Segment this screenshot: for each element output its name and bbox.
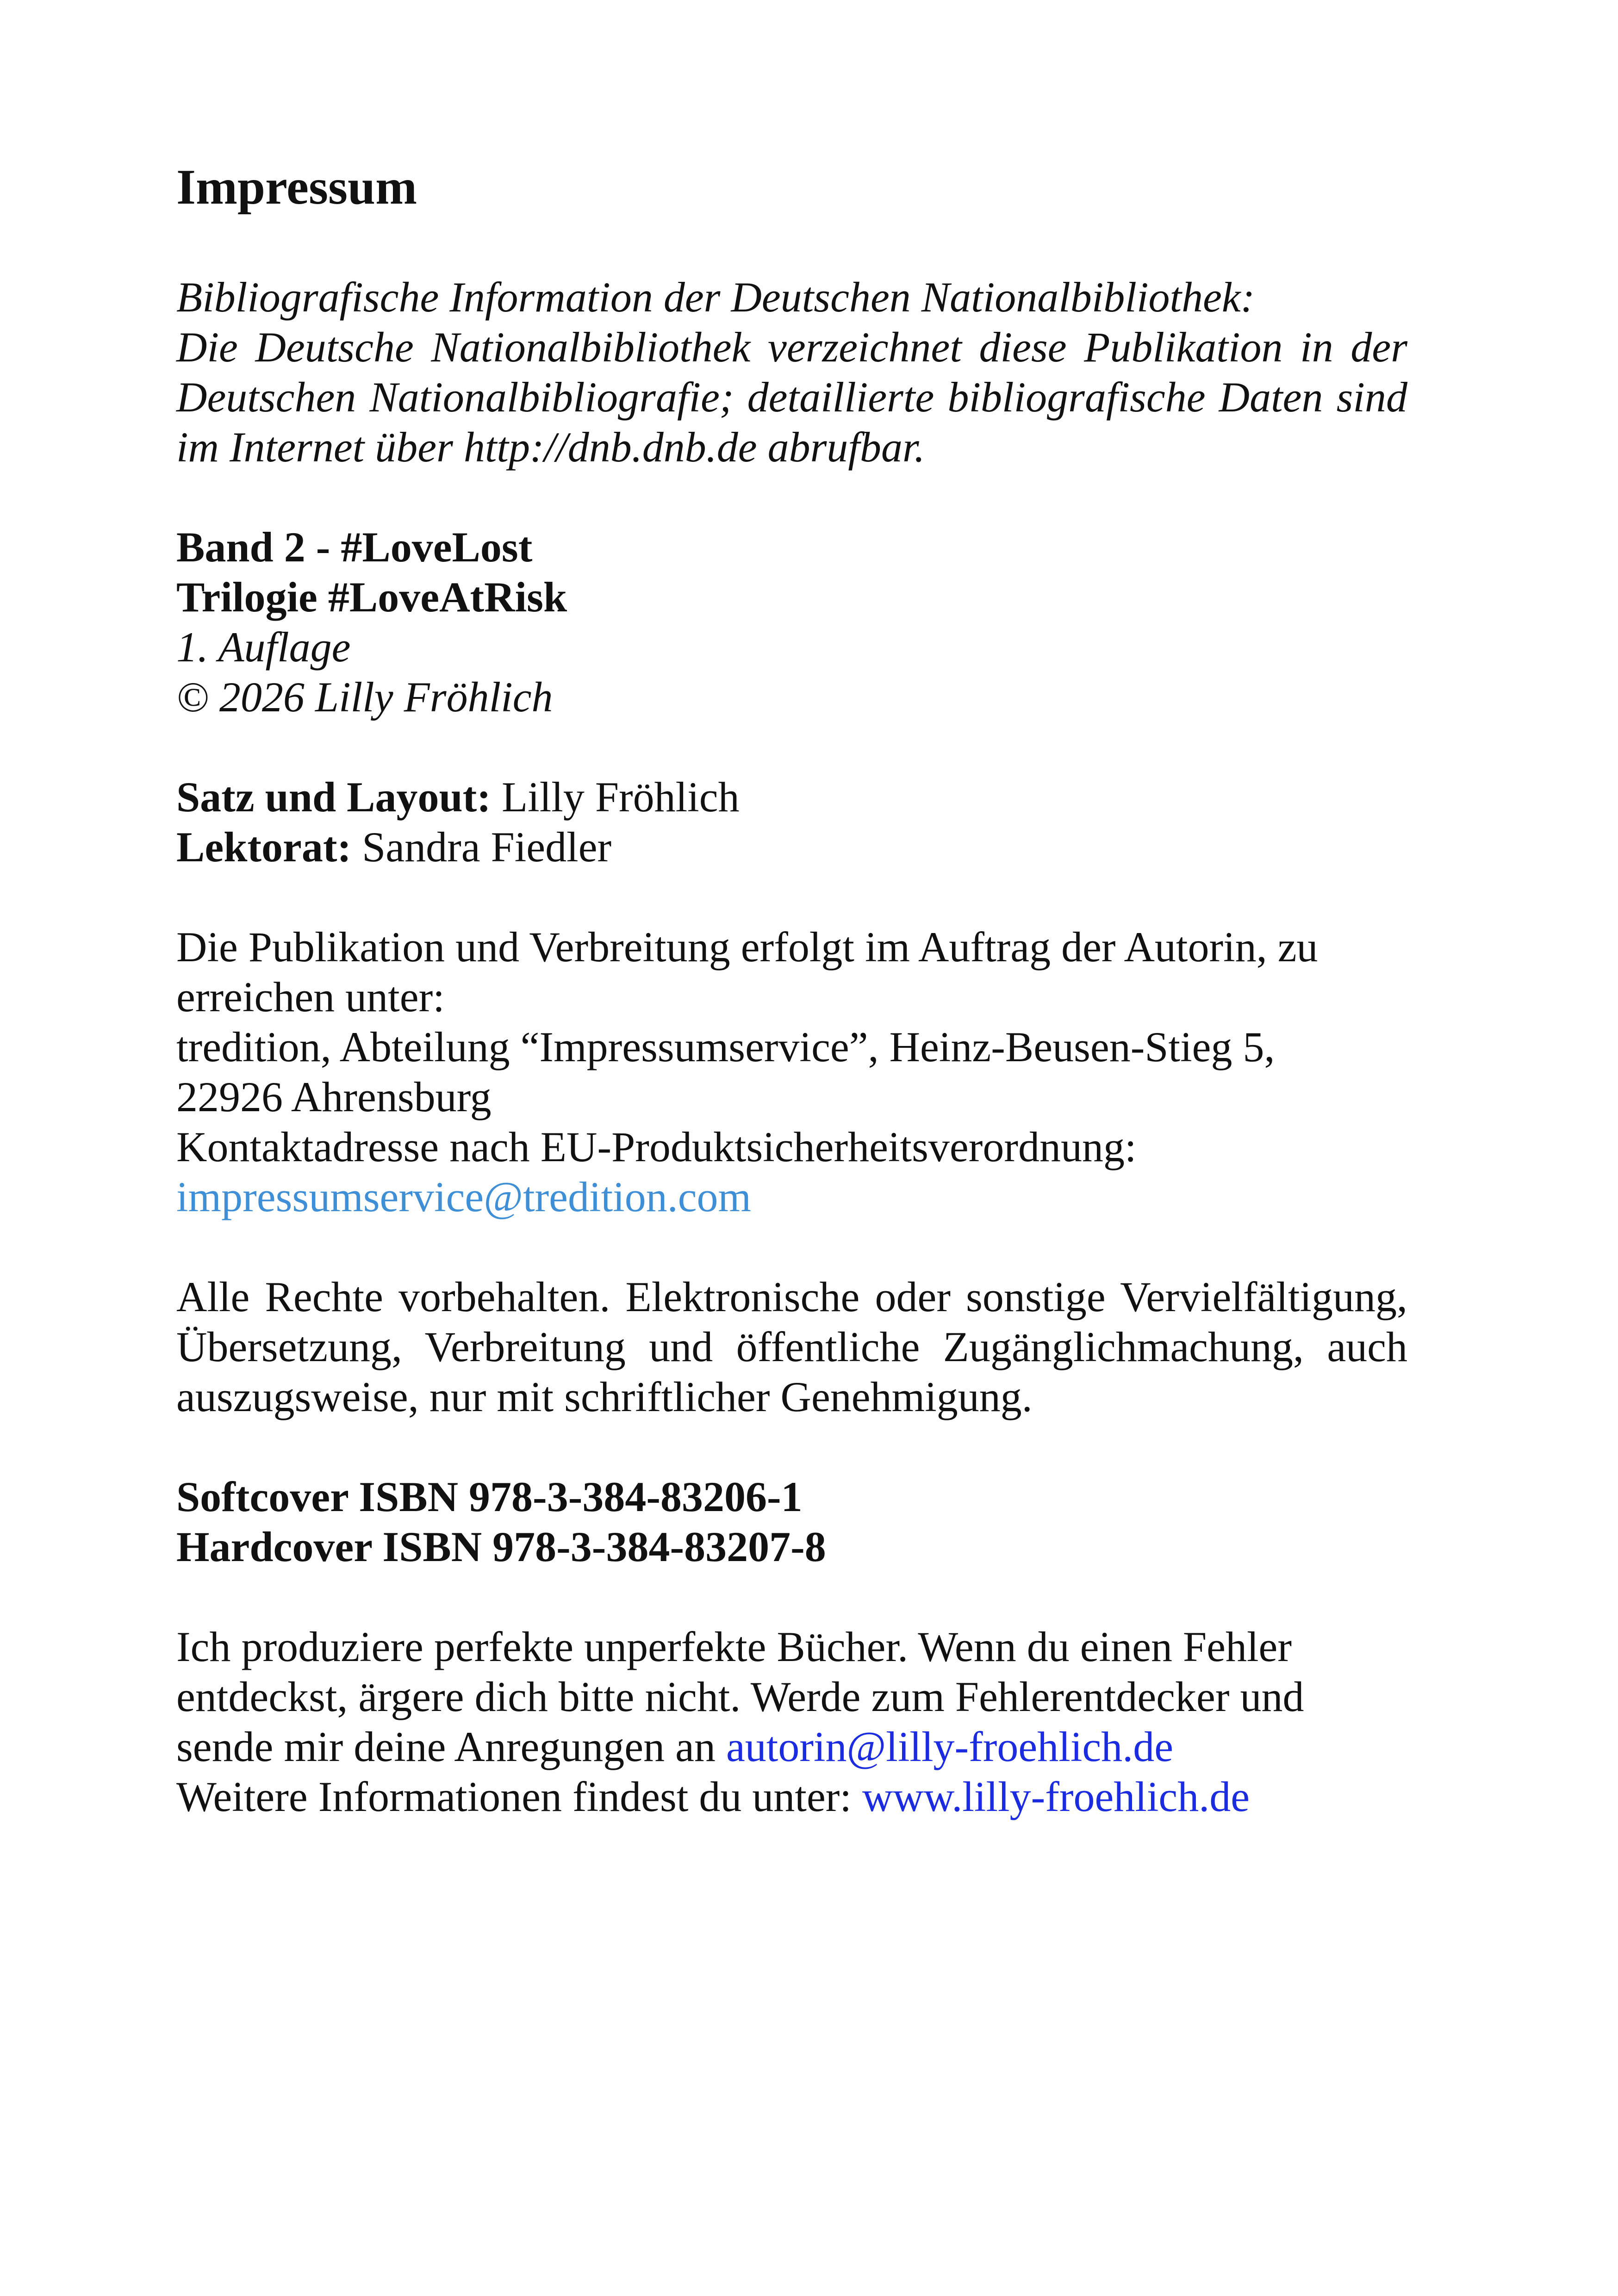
- softcover-isbn: Softcover ISBN 978-3-384-83206-1: [176, 1473, 803, 1520]
- feedback-text: Ich produziere perfekte unperfekte Bücher. Wenn du einen Fehler entdeckst, ärgere dich bitte nicht. Werde zum Fehlerentdecker und sende mir deine Anregungen an: [176, 1623, 1304, 1770]
- editor-value: Sandra Fiedler: [351, 823, 612, 871]
- hardcover-isbn: Hardcover ISBN 978-3-384-83207-8: [176, 1523, 826, 1570]
- isbn-info: [176, 1472, 1407, 1572]
- publication-info: [176, 922, 1407, 1222]
- rights-text: Alle Rechte vorbehalten. Elektronische oder sonstige Vervielfältigung, Übersetzung, Verbreitung und öffentliche Zugänglichmachung, auch auszugsweise, nur mit schriftlicher Genehmigung.: [176, 1273, 1407, 1420]
- copyright: © 2026 Lilly Fröhlich: [176, 673, 553, 721]
- editor-credit: [176, 822, 1407, 872]
- impressum-page: [176, 157, 1407, 1872]
- bibliographic-information: [176, 272, 1407, 472]
- biblio-title: Bibliografische Information der Deutschen Nationalbibliothek:: [176, 273, 1255, 321]
- rights-notice: [176, 1272, 1407, 1422]
- series-title: Trilogie #LoveAtRisk: [176, 573, 567, 621]
- author-email-link[interactable]: autorin@lilly-froehlich.de: [726, 1723, 1174, 1770]
- publication-address-line-1: tredition, Abteilung “Impressumservice”, Heinz-Beusen-Stieg 5,: [176, 1023, 1275, 1070]
- publication-line-2: erreichen unter:: [176, 973, 445, 1020]
- page-title: Impressum: [176, 160, 417, 215]
- band-title: Band 2 - #LoveLost: [176, 523, 533, 571]
- more-info-line: [176, 1772, 1407, 1822]
- website-link[interactable]: www.lilly-froehlich.de: [862, 1773, 1250, 1820]
- biblio-text: Die Deutsche Nationalbibliothek verzeichnet diese Publikation in der Deutschen Nationalbibliografie; detaillierte bibliografische Daten sind im Internet über http://dnb.dnb.de abrufbar.: [176, 323, 1407, 471]
- feedback-info: [176, 1622, 1407, 1822]
- publication-address-line-2: 22926 Ahrensburg: [176, 1073, 492, 1120]
- contact-label: Kontaktadresse nach EU-Produktsicherheitsverordnung:: [176, 1123, 1137, 1170]
- edition: 1. Auflage: [176, 623, 351, 671]
- editor-label: Lektorat:: [176, 823, 352, 871]
- more-info-label: Weitere Informationen findest du unter:: [176, 1773, 862, 1820]
- publication-line-1: Die Publikation und Verbreitung erfolgt im Auftrag der Autorin, zu: [176, 923, 1318, 971]
- book-info: [176, 522, 1407, 722]
- layout-label: Satz und Layout:: [176, 773, 491, 821]
- credits: [176, 772, 1407, 872]
- layout-credit: [176, 772, 1407, 822]
- feedback-paragraph: [176, 1622, 1407, 1772]
- layout-value: Lilly Fröhlich: [491, 773, 740, 821]
- contact-email-link[interactable]: impressumservice@tredition.com: [176, 1173, 752, 1220]
